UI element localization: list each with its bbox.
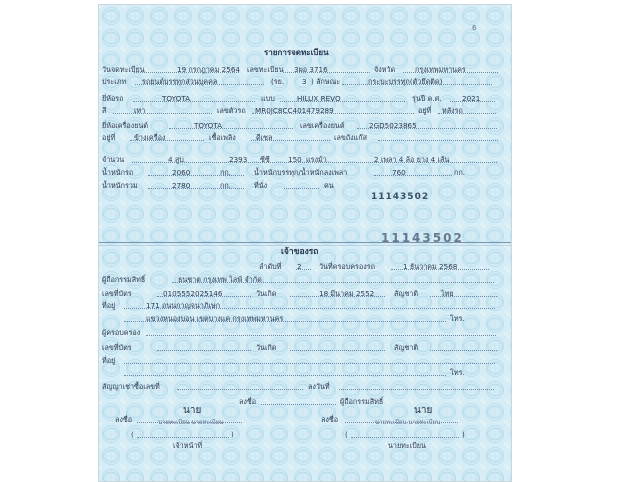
registration-date-value: 19 กรกฎาคม 2564 bbox=[177, 65, 240, 74]
cylinder-count-label: จำนวน bbox=[102, 155, 125, 164]
left-signature: นาย bbox=[183, 405, 202, 416]
load-weight-value: 760 bbox=[392, 168, 406, 177]
dot-line bbox=[342, 84, 492, 85]
holder-label: ผู้ถือกรรมสิทธิ์ bbox=[102, 275, 146, 284]
dot-line bbox=[283, 72, 370, 73]
vehicle-style-label: ) ลักษณะ bbox=[311, 77, 341, 86]
dot-line bbox=[137, 437, 229, 438]
horsepower-value: 150 bbox=[288, 155, 302, 164]
plate-label: เลขทะเบียน bbox=[247, 65, 284, 74]
dot-line bbox=[130, 140, 204, 141]
holder-address-line2: แขวงหนองบอน เขตบางแค กรุงเทพมหานคร bbox=[146, 314, 284, 323]
occupant-id-label: เลขที่บัตร bbox=[102, 343, 132, 352]
holder-value: ธนชาต กรุงเทพ ไลฟ์ จำกัด bbox=[178, 275, 262, 284]
color-value: เทา bbox=[134, 106, 146, 115]
possession-date-label: วันที่ครอบครองรถ bbox=[319, 262, 375, 271]
hire-purchase-date-label: ลงวันที่ bbox=[308, 382, 330, 391]
registrar-title: นายทะเบียน bbox=[388, 441, 426, 450]
dot-line bbox=[374, 175, 452, 176]
engine-brand-label: ยี่ห้อเครื่องยนต์ bbox=[102, 121, 149, 130]
holder-id-value: 0105552025146 bbox=[163, 289, 223, 298]
registration-title: รายการจดทะเบียน bbox=[264, 48, 329, 57]
page-number: 6 bbox=[472, 23, 477, 32]
owner-sequence-value: 2 bbox=[297, 262, 302, 271]
right-sign-label: ลงชื่อ bbox=[321, 415, 339, 424]
dot-line bbox=[177, 389, 303, 390]
load-weight-label: น้ำหนักบรรทุก/น้ำหนักลงเพลา bbox=[254, 168, 348, 177]
brand-label: ยี่ห้อรถ bbox=[102, 94, 124, 103]
dot-line bbox=[148, 188, 244, 189]
dot-line bbox=[251, 140, 330, 141]
dot-line bbox=[135, 84, 264, 85]
hire-purchase-label: สัญญาเช่าซื้อเลขที่ bbox=[102, 382, 160, 391]
model-year-label: รุ่นปี ค.ศ. bbox=[412, 94, 442, 103]
dot-line bbox=[146, 335, 496, 336]
vin-location-value: หลังรถ bbox=[442, 106, 463, 115]
seats-label: ที่นั่ง bbox=[254, 181, 268, 190]
official-title: เจ้าหน้าที่ bbox=[173, 441, 203, 450]
model-value: HILUX REVO bbox=[297, 94, 341, 103]
holder-address-label: ที่อยู่ bbox=[102, 301, 116, 310]
color-label: สี bbox=[102, 106, 107, 115]
owner-title: เจ้าของรถ bbox=[281, 247, 319, 257]
dot-line bbox=[357, 128, 497, 129]
engine-brand-value: TOYOTA bbox=[194, 121, 223, 130]
dot-line bbox=[157, 350, 251, 351]
dot-line bbox=[290, 296, 385, 297]
dot-line bbox=[378, 140, 498, 141]
vin-location-label: อยู่ที่ bbox=[418, 106, 432, 115]
dot-line bbox=[296, 269, 311, 270]
brand-value: TOYOTA bbox=[162, 94, 191, 103]
holder-phone-label: โทร. bbox=[450, 314, 465, 323]
holder-sign-label-right: ผู้ถือกรรมสิทธิ์ bbox=[340, 397, 384, 406]
dot-line bbox=[133, 101, 255, 102]
vehicle-type-value: รถยนต์บรรทุกส่วนบุคคล bbox=[142, 77, 218, 86]
dot-line bbox=[290, 350, 385, 351]
vin-value: MR0JC8CC401479289 bbox=[255, 106, 334, 115]
engine-location-value: ข้างเครื่อง bbox=[134, 133, 166, 142]
holder-nationality-value: ไทย bbox=[441, 289, 454, 298]
dot-line bbox=[172, 282, 494, 283]
dot-line bbox=[430, 350, 497, 351]
vehicle-weight-value: 2060 bbox=[172, 168, 191, 177]
engine-number-label: เลขเครื่องยนต์ bbox=[300, 121, 345, 130]
dot-line bbox=[132, 162, 497, 163]
dot-line bbox=[345, 422, 458, 423]
right-signature: นาย bbox=[414, 405, 433, 416]
dot-line bbox=[113, 113, 212, 114]
dot-line bbox=[157, 296, 251, 297]
serial-number-upper: 11143502 bbox=[371, 192, 430, 202]
model-label: แบบ bbox=[261, 94, 275, 103]
dot-line bbox=[351, 437, 459, 438]
total-weight-value: 2780 bbox=[172, 181, 191, 190]
dot-line bbox=[391, 269, 489, 270]
vehicle-type-label: ประเภท bbox=[102, 77, 127, 86]
dot-line bbox=[124, 308, 495, 309]
holder-id-label: เลขที่บัตร bbox=[102, 289, 132, 298]
vehicle-weight-label: น้ำหนักรถ bbox=[102, 168, 134, 177]
plate-value: 3ผอ 3716 bbox=[294, 65, 328, 74]
vehicle-code-value: 3 bbox=[302, 77, 307, 86]
left-stamp-text: นายทะเบียน นายทะเบียน bbox=[158, 419, 224, 426]
dot-line bbox=[137, 422, 242, 423]
dot-line bbox=[339, 389, 494, 390]
left-open-bracket: ( bbox=[131, 430, 134, 439]
dot-line bbox=[134, 72, 239, 73]
registration-date-label: วันจดทะเบียน bbox=[102, 65, 145, 74]
engine-number-value: 2GD5023865 bbox=[369, 121, 417, 130]
possession-date-value: 1 ธันวาคม 2568 bbox=[403, 262, 458, 271]
gas-tank-label: เลขถังแก๊ส bbox=[334, 133, 368, 142]
holder-sign-label-left: ลงชื่อ bbox=[239, 397, 257, 406]
occupant-dob-label: วันเกิด bbox=[256, 343, 277, 352]
dot-line bbox=[438, 113, 496, 114]
load-weight-unit: กก. bbox=[454, 168, 465, 177]
holder-dob-label: วันเกิด bbox=[256, 289, 277, 298]
province-value: กรุงเทพมหานคร bbox=[415, 65, 466, 74]
total-weight-unit: กก. bbox=[220, 181, 231, 190]
axle-tire-value: 2 เพลา 4 ล้อ ยาง 4 เส้น bbox=[374, 155, 450, 164]
vehicle-code-label: (รย. bbox=[271, 77, 285, 86]
right-open-bracket: ( bbox=[345, 430, 348, 439]
total-weight-label: น้ำหนักรวม bbox=[102, 181, 138, 190]
holder-nationality-label: สัญชาติ bbox=[394, 289, 419, 298]
right-close-bracket: ) bbox=[462, 430, 465, 439]
dot-line bbox=[261, 404, 336, 405]
dot-line bbox=[403, 72, 498, 73]
engine-location-label: อยู่ที่ bbox=[102, 133, 116, 142]
section-divider bbox=[99, 242, 511, 243]
seats-unit: คน bbox=[324, 181, 334, 190]
model-year-value: 2021 bbox=[462, 94, 481, 103]
left-sign-label: ลงชื่อ bbox=[115, 415, 133, 424]
dot-line bbox=[169, 128, 293, 129]
occupant-phone-label: โทร. bbox=[450, 368, 465, 377]
vehicle-weight-unit: กก. bbox=[220, 168, 231, 177]
occupant-address-label: ที่อยู่ bbox=[102, 356, 116, 365]
dot-line bbox=[124, 363, 495, 364]
holder-address-line1: 171 ถนนกาญจนาภิเษก bbox=[146, 301, 221, 310]
horsepower-label: แรงม้า bbox=[306, 155, 327, 164]
dot-line bbox=[450, 101, 495, 102]
left-close-bracket: ) bbox=[231, 430, 234, 439]
occupant-label: ผู้ครอบครอง bbox=[102, 328, 141, 337]
cylinder-count-value: 4 สูบ bbox=[168, 155, 184, 164]
dot-line bbox=[430, 296, 497, 297]
dot-line bbox=[148, 175, 244, 176]
occupant-nationality-label: สัญชาติ bbox=[394, 343, 419, 352]
province-label: จังหวัด bbox=[374, 65, 396, 74]
dot-line bbox=[284, 188, 319, 189]
engine-cc-label: ซีซี bbox=[260, 155, 270, 164]
vin-label: เลขตัวรถ bbox=[217, 106, 246, 115]
engine-cc-value: 2393 bbox=[229, 155, 248, 164]
owner-sequence-label: ลำดับที่ bbox=[259, 262, 282, 271]
serial-number-watermark: 11143502 bbox=[381, 231, 464, 245]
holder-dob-value: 18 มีนาคม 2552 bbox=[319, 289, 375, 298]
fuel-label: เชื้อเพลิง bbox=[209, 133, 236, 142]
dot-line bbox=[124, 321, 446, 322]
dot-line bbox=[280, 101, 405, 102]
vehicle-style-value: กระบะบรรทุก(ตัวยึดติด) bbox=[368, 77, 443, 86]
dot-line bbox=[252, 113, 414, 114]
dot-line bbox=[124, 375, 446, 376]
registration-document bbox=[98, 4, 512, 482]
page-margin bbox=[0, 0, 98, 480]
fuel-value: ดีเซล bbox=[256, 133, 273, 142]
right-stamp-text: นายทะเบียน นายทะเบียน bbox=[375, 419, 441, 426]
